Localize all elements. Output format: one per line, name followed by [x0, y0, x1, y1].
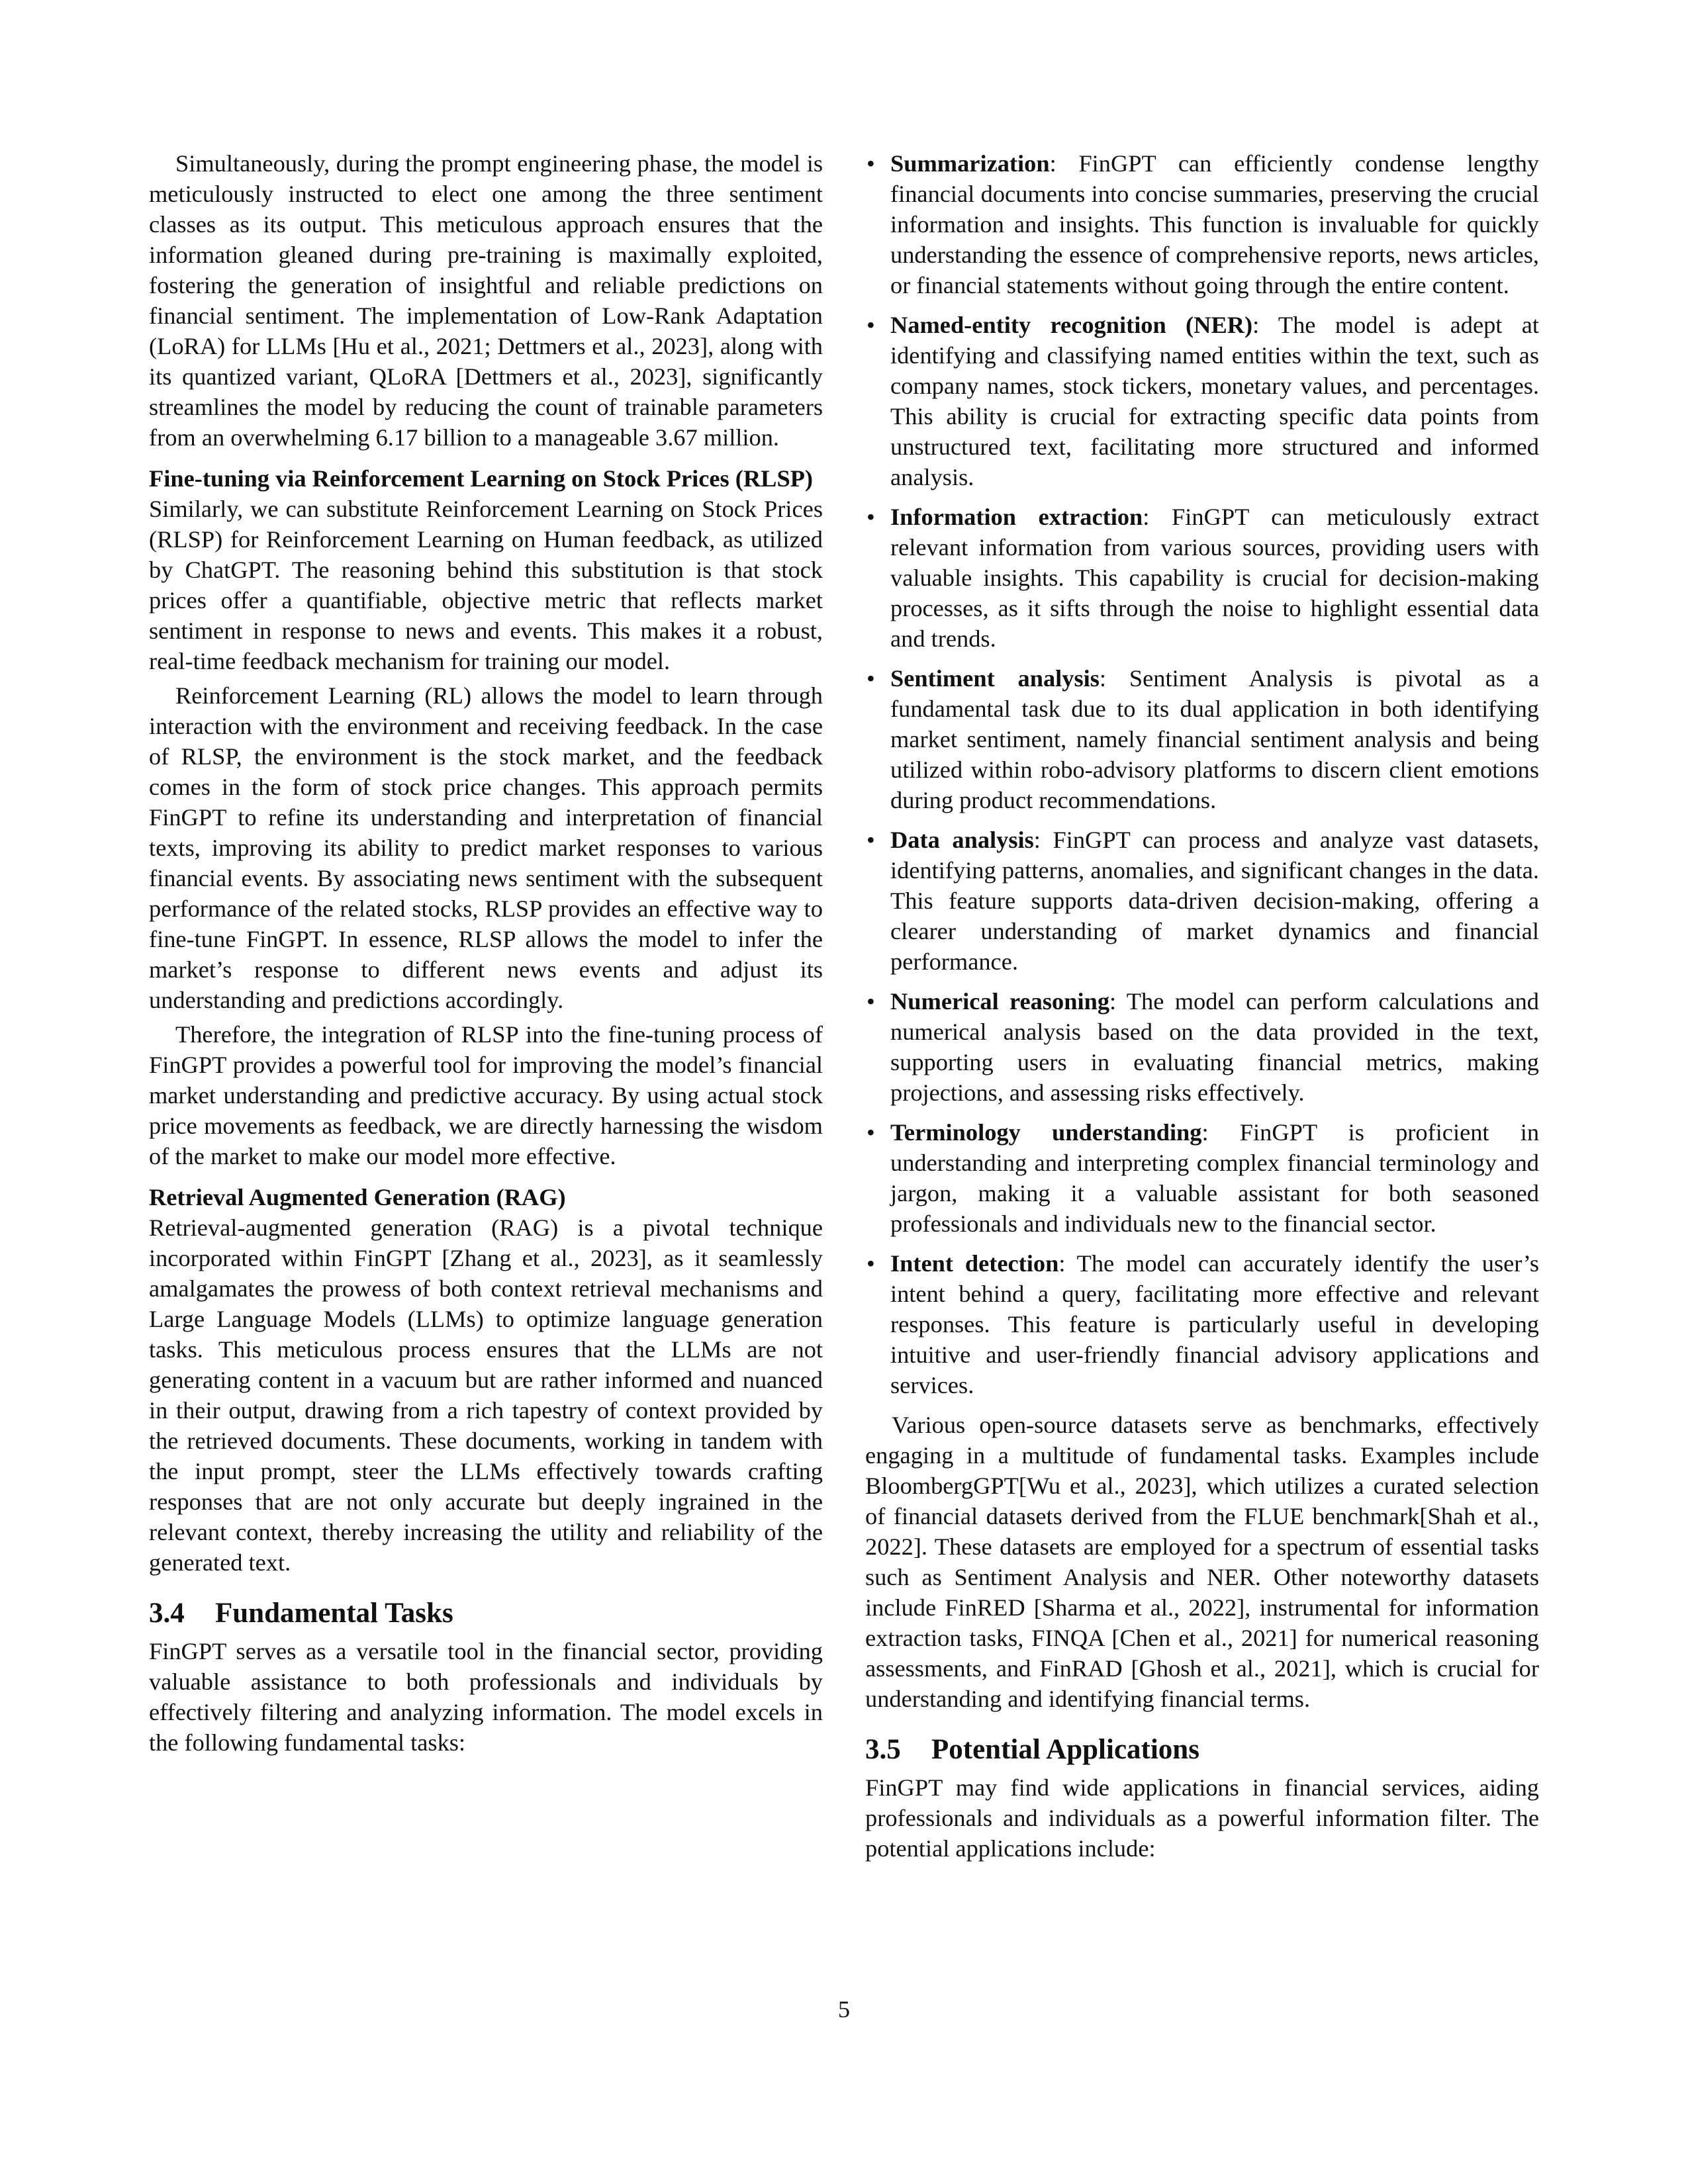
bullet-icon: • [867, 827, 875, 853]
section-title: Fundamental Tasks [215, 1598, 453, 1629]
bullet-icon: • [867, 1119, 875, 1146]
task-description: : FinGPT can efficiently condense lengthy financial documents into concise summaries, preserving the crucial information and insights. This function is invaluable for quickly understanding the essence of comprehensive reports, news articles, or financial statements without going through the entire content. [890, 150, 1539, 298]
list-item [865, 310, 1539, 492]
section-heading-3-4 [149, 1596, 823, 1631]
list-item [865, 502, 1539, 654]
paragraph-rlsp-rl: Reinforcement Learning (RL) allows the model to learn through interaction with the environment and receiving feedback. In the case of RLSP, the environment is the stock market, and the feedback comes in the form of stock price changes. This approach permits FinGPT to refine its understanding and interpretation of financial texts, improving its ability to predict market responses to various financial events. By associating news sentiment with the subsequent performance of the related stocks, RLSP provides an effective way to fine-tune FinGPT. In essence, RLSP allows the model to infer the market’s response to different news events and adjust its understanding and predictions accordingly. [149, 682, 823, 1013]
paragraph-prompt-engineering: Simultaneously, during the prompt engineering phase, the model is meticulously instructed to elect one among the three sentiment classes as its output. This meticulous approach ensures that the information gleaned during pre-training is maximally exploited, fostering the generation of insightful and reliable predictions on financial sentiment. The implementation of Low-Rank Adaptation (LoRA) for LLMs [Hu et al., 2021; Dettmers et al., 2023], along with its quantized variant, QLoRA [Dettmers et al., 2023], significantly streamlines the model by reducing the count of trainable parameters from an overwhelming 6.17 billion to a manageable 3.67 million. [149, 150, 823, 451]
task-term: Data analysis [890, 827, 1034, 853]
task-description: : The model can accurately identify the user’s intent behind a query, facilitating more effective and relevant responses. This feature is particularly useful in developing intuitive and user-friendly financial advisory applications and services. [890, 1250, 1539, 1398]
task-term: Terminology understanding [890, 1119, 1202, 1146]
list-item [865, 148, 1539, 300]
task-description: : FinGPT is proficient in understanding and interpreting complex financial terminology and jargon, making it a valuable assistant for both seasoned professionals and individuals new to the financial sector. [890, 1119, 1540, 1237]
list-item [865, 663, 1539, 815]
task-description: : FinGPT can process and analyze vast datasets, identifying patterns, anomalies, and significant changes in the data. This feature supports data-driven decision-making, offering a clearer understanding of market dynamics and financial performance. [890, 827, 1539, 975]
task-term: Sentiment analysis [890, 665, 1100, 692]
task-description: : Sentiment Analysis is pivotal as a fundamental task due to its dual application in both identifying market sentiment, namely financial sentiment analysis and being utilized within robo-advisory platforms to discern client emotions during product recommendations. [890, 665, 1539, 813]
heading-rag: Retrieval Augmented Generation (RAG) [149, 1184, 566, 1210]
list-item [865, 986, 1539, 1108]
left-column [149, 148, 823, 1758]
bullet-icon: • [867, 665, 875, 692]
bullet-icon: • [867, 312, 875, 338]
paragraph-potential-applications: FinGPT may find wide applications in financial services, aiding professionals and individuals as a powerful information filter. The potential applications include: [865, 1774, 1539, 1862]
section-heading-3-5 [865, 1733, 1539, 1767]
heading-rlsp: Fine-tuning via Reinforcement Learning on Stock Prices (RLSP) [149, 465, 814, 492]
paragraph-fundamental-tasks: FinGPT serves as a versatile tool in the financial sector, providing valuable assistance to both professionals and individuals by effectively filtering and analyzing information. The model excels in the following fundamental tasks: [149, 1638, 823, 1756]
task-term: Numerical reasoning [890, 988, 1110, 1015]
paragraph-rlsp-intro: Similarly, we can substitute Reinforcement Learning on Stock Prices (RLSP) for Reinforcement Learning on Human feedback, as utilized by ChatGPT. The reasoning behind this substitution is that stock prices offer a quantifiable, objective metric that reflects market sentiment in response to news and events. This makes it a robust, real-time feedback mechanism for training our model. [149, 496, 823, 674]
bullet-icon: • [867, 988, 875, 1015]
task-description: : The model can perform calculations and numerical analysis based on the data provided in the text, supporting users in evaluating financial metrics, making projections, and assessing risks effectively. [890, 988, 1539, 1106]
task-term: Information extraction [890, 504, 1143, 530]
section-number: 3.5 [865, 1734, 901, 1765]
fundamental-tasks-list [865, 148, 1539, 1400]
section-number: 3.4 [149, 1598, 185, 1629]
bullet-icon: • [867, 504, 875, 530]
right-column [865, 148, 1539, 1864]
bullet-icon: • [867, 1250, 875, 1277]
section-title: Potential Applications [931, 1734, 1199, 1765]
bullet-icon: • [867, 150, 875, 177]
task-term: Intent detection [890, 1250, 1059, 1277]
list-item [865, 825, 1539, 977]
list-item [865, 1248, 1539, 1400]
task-description: : The model is adept at identifying and classifying named entities within the text, such as company names, stock tickers, monetary values, and percentages. This ability is crucial for extracting specific data points from unstructured text, facilitating more structured and informed analysis. [890, 312, 1539, 490]
paragraph-rlsp-conclusion: Therefore, the integration of RLSP into the fine-tuning process of FinGPT provides a powerful tool for improving the model’s financial market understanding and predictive accuracy. By using actual stock price movements as feedback, we are directly harnessing the wisdom of the market to make our model more effective. [149, 1021, 823, 1169]
task-term: Named-entity recognition (NER) [890, 312, 1253, 338]
paragraph-rag: Retrieval-augmented generation (RAG) is a pivotal technique incorporated within FinGPT [Zhang et al., 2023], as it seamlessly amalgamates the prowess of both context retrieval mechanisms and Large Language Models (LLMs) to optimize language generation tasks. This meticulous process ensures that the LLMs are not generating content in a vacuum but are rather informed and nuanced in their output, drawing from a rich tapestry of context provided by the retrieved documents. These documents, working in tandem with the input prompt, steer the LLMs effectively towards crafting responses that are not only accurate but deeply ingrained in the relevant context, thereby increasing the utility and reliability of the generated text. [149, 1214, 823, 1576]
task-term: Summarization [890, 150, 1050, 177]
paragraph-datasets: Various open-source datasets serve as benchmarks, effectively engaging in a multitude of fundamental tasks. Examples include BloombergGPT[Wu et al., 2023], which utilizes a curated selection of financial datasets derived from the FLUE benchmark[Shah et al., 2022]. These datasets are employed for a spectrum of essential tasks such as Sentiment Analysis and NER. Other noteworthy datasets include FinRED [Sharma et al., 2022], instrumental for information extraction tasks, FINQA [Chen et al., 2021] for numerical reasoning assessments, and FinRAD [Ghosh et al., 2021], which is crucial for understanding and identifying financial terms. [865, 1412, 1539, 1712]
list-item [865, 1117, 1539, 1239]
page-number: 5 [837, 1996, 851, 2023]
task-description: : FinGPT can meticulously extract relevant information from various sources, providing users with valuable insights. This capability is crucial for decision-making processes, as it sifts through the noise to highlight essential data and trends. [890, 504, 1540, 652]
